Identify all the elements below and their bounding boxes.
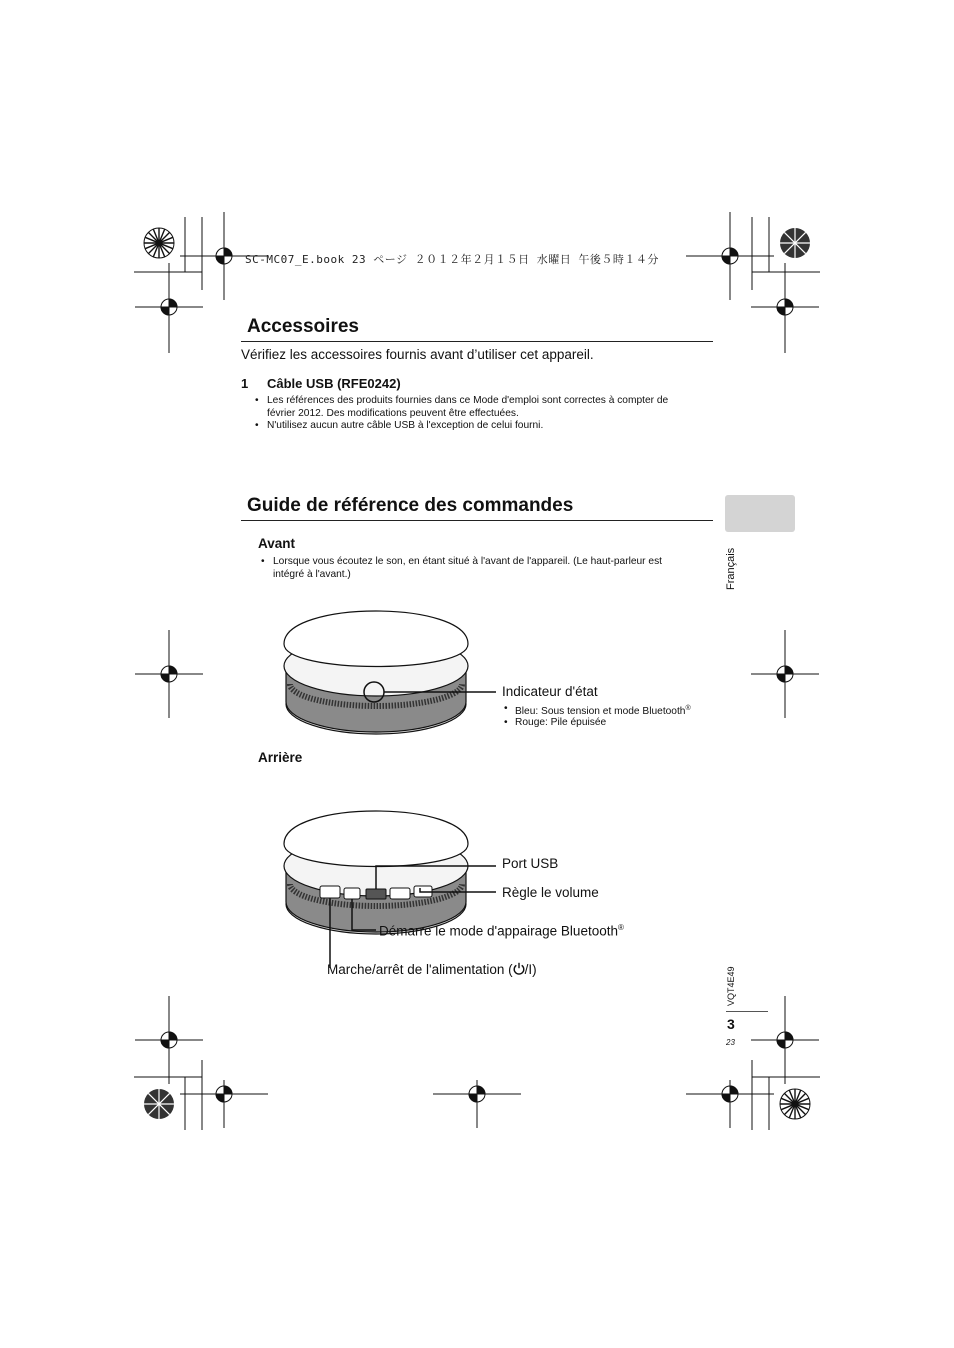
speaker-back-illustration bbox=[280, 792, 510, 982]
note-line: Lorsque vous écoutez le son, en étant situé à l'avant de l'appareil. (Le haut-parleur est bbox=[273, 556, 662, 567]
note-line: Les références des produits fournies dans ce Mode d'emploi sont correctes à compter de bbox=[267, 395, 669, 406]
book-page-number: 23 bbox=[726, 1038, 735, 1047]
model-code: VQT4E49 bbox=[726, 966, 736, 1006]
guide-rule bbox=[241, 520, 713, 521]
item-usb-cable: Câble USB (RFE0242) bbox=[267, 376, 401, 391]
power-suffix: /I) bbox=[524, 962, 537, 977]
accessories-title: Accessoires bbox=[247, 316, 359, 337]
status-red-text: Rouge: Pile épuisée bbox=[515, 717, 607, 728]
volume-label: Règle le volume bbox=[502, 885, 599, 900]
accessories-note-1 bbox=[255, 394, 715, 420]
accessories-intro: Vérifiez les accessoires fournis avant d’utiliser cet appareil. bbox=[241, 347, 594, 362]
accessories-rule bbox=[241, 341, 713, 342]
bullet: • bbox=[255, 420, 259, 431]
usb-port-label: Port USB bbox=[502, 856, 559, 871]
bullet: • bbox=[255, 395, 259, 406]
note-line: N'utilisez aucun autre câble USB à l'exception de celui fourni. bbox=[267, 420, 544, 431]
pairing-label bbox=[379, 923, 624, 939]
registered-mark: ® bbox=[617, 923, 624, 932]
power-label bbox=[327, 962, 537, 977]
bullet: • bbox=[261, 556, 265, 567]
item-number: 1 bbox=[241, 376, 249, 391]
note-line: intégré à l'avant.) bbox=[273, 569, 351, 580]
bullet: • bbox=[504, 703, 508, 714]
page-number-rule bbox=[726, 1011, 768, 1012]
page-number: 3 bbox=[727, 1016, 735, 1032]
speaker-front-illustration bbox=[280, 592, 510, 742]
language-label: Français bbox=[725, 547, 737, 590]
power-prefix: Marche/arrêt de l'alimentation ( bbox=[327, 962, 513, 977]
language-tab bbox=[725, 495, 795, 532]
registered-mark: ® bbox=[685, 705, 691, 712]
pairing-text: Démarre le mode d'appairage Bluetooth bbox=[379, 923, 618, 939]
power-icon bbox=[513, 962, 525, 975]
status-indicator-label: Indicateur d'état bbox=[502, 684, 598, 699]
note-line: février 2012. Des modifications peuvent être effectuées. bbox=[267, 408, 519, 419]
front-title: Avant bbox=[258, 536, 296, 551]
book-header-line: SC-MC07_E.book 23 ページ ２０１２年２月１５日 水曜日 午後５時１４分 bbox=[245, 253, 659, 266]
front-note bbox=[261, 555, 711, 581]
status-red-note bbox=[504, 716, 724, 729]
accessories-note-2 bbox=[255, 419, 715, 432]
back-title: Arrière bbox=[258, 750, 303, 765]
status-blue-text: Bleu: Sous tension et mode Bluetooth bbox=[515, 706, 686, 718]
bullet: • bbox=[504, 717, 508, 728]
guide-title: Guide de référence des commandes bbox=[247, 495, 574, 516]
